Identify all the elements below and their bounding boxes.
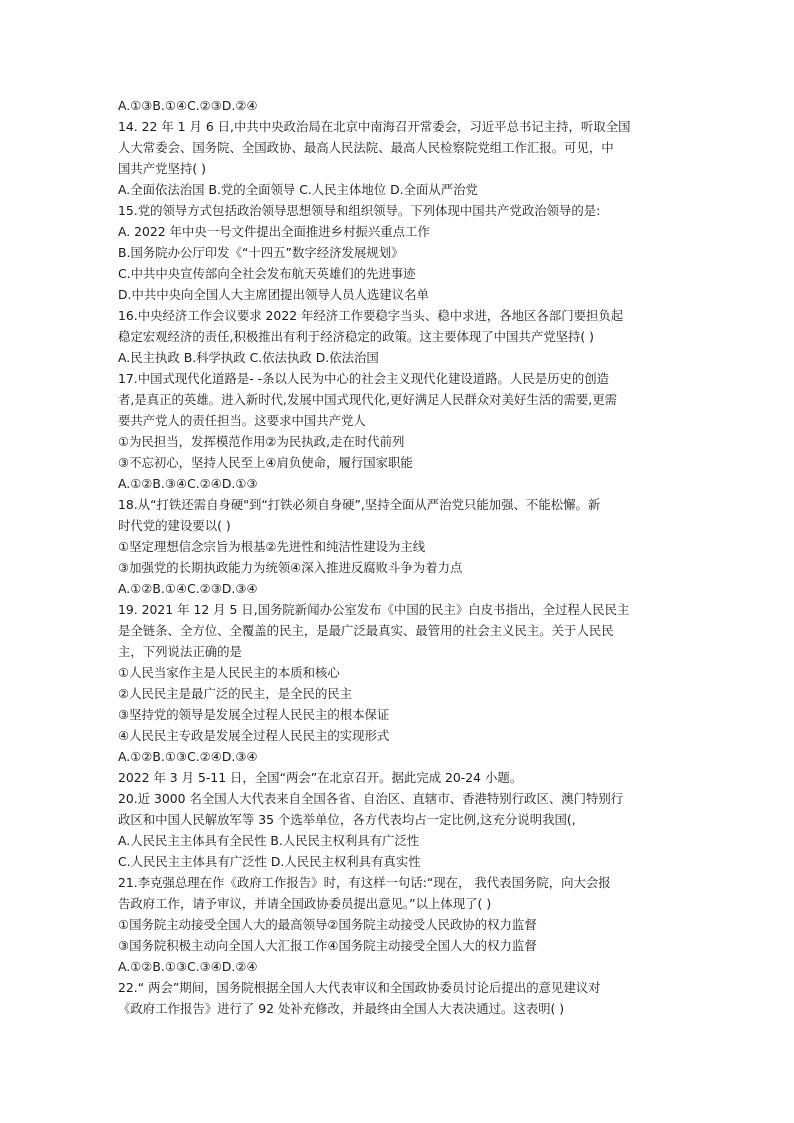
text-line: 14. 22 年 1 月 6 日,中共中央政治局在北京中南海召开常委会，习近平总书记主持，听取全国 xyxy=(118,119,631,134)
text-line: ①国务院主动接受全国人大的最高领导②国务院主动接受人民政协的权力监督 xyxy=(118,917,537,932)
text-line: A.①③B.①④C.②③D.②④ xyxy=(118,98,258,113)
text-line: 是全链条、全方位、全覆盖的民主，是最广泛最真实、最管用的社会主义民主。关于人民民 xyxy=(118,623,614,638)
text-line: A.全面依法治国 B.党的全面领导 C.人民主体地位 D.全面从严治党 xyxy=(118,182,478,197)
text-line: 主，下列说法正确的是 xyxy=(118,644,242,659)
text-line: ③不忘初心，坚持人民至上④肩负使命，履行国家职能 xyxy=(118,455,413,470)
text-line: A.①②B.①③C.③④D.②④ xyxy=(118,959,258,974)
text-line: 21.李克强总理在作《政府工作报告》时，有这样一句话:“现在， 我代表国务院，向大会报 xyxy=(118,875,611,890)
text-line: ①坚定理想信念宗旨为根基②先进性和纯洁性建设为主线 xyxy=(118,539,426,554)
text-line: A.①②B.①③C.②④D.③④ xyxy=(118,749,258,764)
text-line: C.人民民主主体具有广泛性 D.人民民主权利具有真实性 xyxy=(118,854,421,869)
text-line: 20.近 3000 名全国人大代表来自全国各省、自治区、直辖市、香港特别行政区、澳门特别行 xyxy=(118,791,624,806)
text-line: D.中共中央向全国人大主席团提出领导人员人选建议名单 xyxy=(118,287,429,302)
text-line: 时代党的建设要以( ) xyxy=(118,518,231,533)
text-line: 2022 年 3 月 5-11 日，全国“两会”在北京召开。据此完成 20-24 小题。 xyxy=(118,770,523,785)
text-line: 19. 2021 年 12 月 5 日,国务院新闻办公室发布《中国的民主》白皮书指出，全过程人民民主 xyxy=(118,602,630,617)
text-line: 15.党的领导方式包括政治领导思想领导和组织领导。下列体现中国共产党政治领导的是: xyxy=(118,203,601,218)
text-line: ③国务院积极主动向全国人大汇报工作④国务院主动接受全国人大的权力监督 xyxy=(118,938,537,953)
text-line: 者,是真正的英雄。进入新时代,发展中国式现代化,更好满足人民群众对美好生活的需要,更需 xyxy=(118,392,617,407)
text-line: B.国务院办公厅印发《“十四五”数字经济发展规划》 xyxy=(118,245,404,260)
text-line: ③坚持党的领导是发展全过程人民民主的根本保证 xyxy=(118,707,390,722)
text-line: A.人民民主主体具有全民性 B.人民民主权利具有广泛性 xyxy=(118,833,420,848)
text-line: ②人民民主是最广泛的民主，是全民的民主 xyxy=(118,686,353,701)
text-line: ④人民民主专政是发展全过程人民民主的实现形式 xyxy=(118,728,390,743)
text-line: A.民主执政 B.科学执政 C.依法执政 D.依法治国 xyxy=(118,350,379,365)
text-line: ③加强党的长期执政能力为统领④深入推进反腐败斗争为着力点 xyxy=(118,560,463,575)
text-line: 国共产党坚持( ) xyxy=(118,161,206,176)
text-line: ①为民担当，发挥模范作用②为民执政,走在时代前列 xyxy=(118,434,405,449)
text-line: ①人民当家作主是人民民主的本质和核心 xyxy=(118,665,340,680)
text-line: A.①②B.③④C.②④D.①③ xyxy=(118,476,258,491)
text-line: 稳定宏观经济的责任,积极推出有利于经济稳定的政策。这主要体现了中国共产党坚持( ) xyxy=(118,329,594,344)
text-line: 《政府工作报告》进行了 92 处补充修改，并最终由全国人大表决通过。这表明( ) xyxy=(118,1001,565,1016)
text-line: A. 2022 年中央一号文件提出全面推进乡村振兴重点工作 xyxy=(118,224,430,239)
document-page xyxy=(118,95,678,1019)
text-line: 政区和中国人民解放军等 35 个选举单位，各方代表均占一定比例,这充分说明我国(, xyxy=(118,812,576,827)
text-line: 告政府工作，请予审议，并请全国政协委员提出意见。”以上体现了( ) xyxy=(118,896,492,911)
text-line: 18.从“打铁还需自身硬"到“打铁必须自身硬”,坚持全面从严治党只能加强、不能松懈。新 xyxy=(118,497,601,512)
text-line: A.①②B.①④C.②③D.③④ xyxy=(118,581,258,596)
text-line: C.中共中央宣传部向全社会发布航天英雄们的先进事迹 xyxy=(118,266,416,281)
text-line: 22.“ 两会”期间，国务院根据全国人大代表审议和全国政协委员讨论后提出的意见建议对 xyxy=(118,980,601,995)
text-line: 16.中央经济工作会议要求 2022 年经济工作要稳字当头、稳中求进，各地区各部门要担负起 xyxy=(118,308,624,323)
text-line: 17.中国式现代化道路是- -条以人民为中心的社会主义现代化建设道路。人民是历史的创造 xyxy=(118,371,610,386)
text-line: 人大常委会、国务院、全国政协、最高人民法院、最高人民检察院党组工作汇报。可见，中 xyxy=(118,140,614,155)
text-line: 要共产党人的责任担当。这要求中国共产党人 xyxy=(118,413,366,428)
